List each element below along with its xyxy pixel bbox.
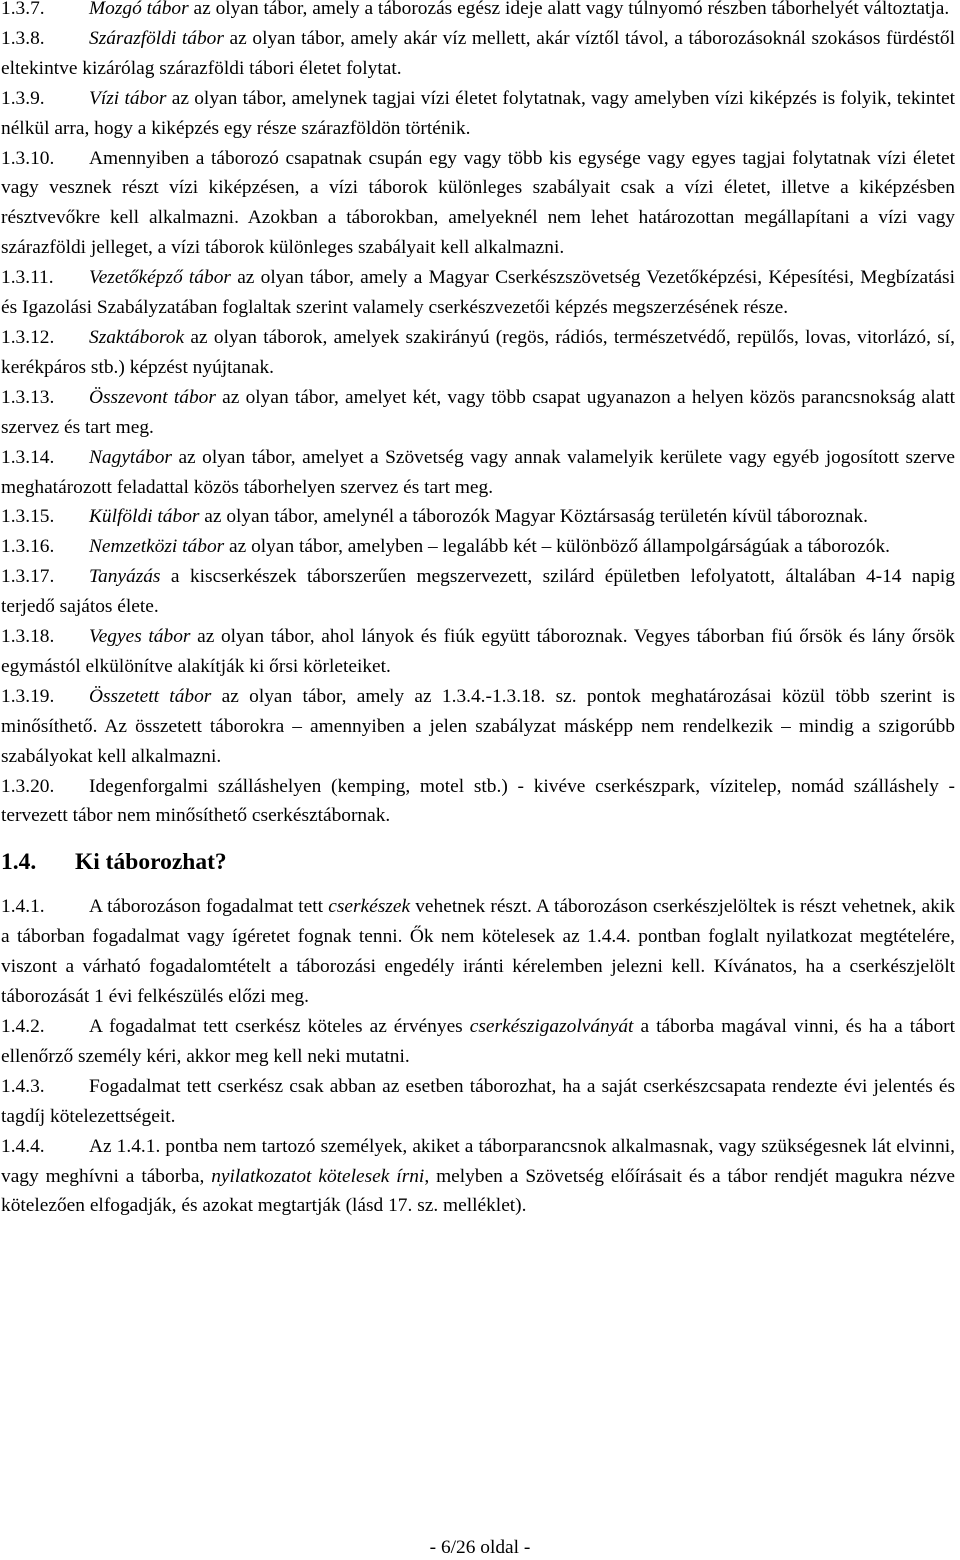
paragraph-number: 1.3.16.: [1, 536, 55, 558]
defined-term: cserkészek: [328, 896, 411, 918]
paragraph: [1, 682, 955, 772]
paragraph: [1, 0, 955, 24]
paragraph-number: 1.3.19.: [1, 685, 55, 707]
defined-term: Nagytábor: [89, 446, 172, 468]
paragraph-text: az olyan tábor, amelynek tagjai vízi életet folytatnak, vagy amelyben vízi kiképzés is folyik, tekintet nélkül arra, hogy a kiképzés egy része szárazföldön történik.: [1, 87, 955, 139]
paragraph-number: 1.3.11.: [1, 267, 54, 289]
paragraph-text-lead: Fogadalmat tett cserkész csak abban az esetben táborozhat, ha a saját cserkészcsapata rendezte évi jelentés és tagdíj kötelezettségeit.: [1, 1075, 955, 1127]
paragraph-number: 1.3.20.: [1, 775, 55, 797]
paragraph: [1, 622, 955, 682]
paragraph-number: 1.3.14.: [1, 446, 55, 468]
paragraph: [1, 1072, 955, 1132]
paragraph-text: az olyan tábor, ahol lányok és fiúk együtt táboroznak. Vegyes táborban fiú őrsök és lány őrsök egymástól elkülönítve alakítják ki őrsi körleteiket.: [1, 626, 955, 677]
paragraph-text: , melyben a Szövetség előírásait és a tábor rendjét magukra nézve kötelezően elfogadják, és azokat megtartják (lásd 17. sz. melléklet).: [1, 1165, 955, 1217]
section-1-3-list: [1, 0, 955, 831]
paragraph-number: 1.3.7.: [1, 0, 45, 19]
paragraph-number: 1.4.1.: [1, 896, 45, 918]
paragraph-text: az olyan tábor, amely a táborozás egész ideje alatt vagy túlnyomó részben táborhelyét változtatja.: [188, 0, 950, 19]
page-footer: - 6/26 oldal -: [429, 1537, 531, 1558]
paragraph: [1, 323, 955, 383]
paragraph-number: 1.3.10.: [1, 147, 55, 169]
defined-term: Összevont tábor: [89, 386, 216, 408]
paragraph-number: 1.3.15.: [1, 506, 55, 528]
paragraph-text: a táborba magával vinni, és ha a tábort ellenőrző személy kéri, akkor meg kell neki mutatni.: [1, 1016, 955, 1067]
defined-term: Vezetőképző tábor: [89, 267, 231, 289]
paragraph-number: 1.3.18.: [1, 626, 55, 648]
paragraph: [1, 562, 955, 622]
paragraph-text: az olyan tábor, amelyet a Szövetség vagy annak valamelyik kerülete vagy egyéb jogosított szerve meghatározott feladattal közös táborhelyen szervez és tart meg.: [1, 446, 955, 498]
paragraph: [1, 892, 955, 1012]
paragraph: [1, 263, 955, 323]
paragraph-text: az olyan tábor, amely akár víz mellett, akár víztől távol, a táborozásoknál szokásos fürdéstől eltekintve kizárólag szárazföldi tábori életet folytat.: [1, 27, 955, 79]
paragraph-number: 1.3.17.: [1, 566, 55, 588]
defined-term: Nemzetközi tábor: [89, 536, 225, 558]
paragraph-text-lead: Az 1.4.1. pontba nem tartozó személyek, akiket a táborparancsnok alkalmasnak, vagy szükségesnek lát elvinni, vagy meghívni a táborba,: [1, 1135, 955, 1187]
paragraph-text: Amennyiben a táborozó csapatnak csupán egy vagy több kis egysége vagy egyes tagjai folytatnak vízi életet vagy vesznek részt vízi kiképzésen, a vízi táborok különleges szabályait csak a vízi életet, illetve a kiképzésben résztvevőkre kell alkalmazni. Azokban a táborokban, amelyeknél nem lehet határozottan megállapítani a vízi vagy szárazföldi jelleget, a vízi táborok különleges szabályait kell alkalmazni.: [1, 147, 955, 259]
defined-term: Szárazföldi tábor: [89, 27, 224, 49]
defined-term: Vízi tábor: [89, 87, 167, 109]
heading-number: 1.4.: [1, 849, 37, 876]
paragraph-number: 1.3.8.: [1, 27, 45, 49]
defined-term: cserkészigazolványát: [469, 1016, 634, 1037]
defined-term: Összetett tábor: [89, 685, 212, 707]
paragraph-number: 1.4.3.: [1, 1075, 45, 1097]
defined-term: nyilatkozatot kötelesek írni: [211, 1165, 425, 1187]
paragraph-number: 1.3.9.: [1, 87, 45, 109]
section-1-4-list: [1, 892, 955, 1221]
paragraph: [1, 1012, 955, 1072]
paragraph: [1, 383, 955, 443]
paragraph-number: 1.3.13.: [1, 386, 55, 408]
paragraph-text: Idegenforgalmi szálláshelyen (kemping, motel stb.) - kivéve cserkészpark, vízitelep, nomád szálláshely - tervezett tábor nem minősíthető cserkésztábornak.: [1, 775, 955, 827]
paragraph-text: az olyan tábor, amely a Magyar Cserkészszövetség Vezetőképzési, Képesítési, Megbízatási és Igazolási Szabályzatában foglaltak szerint valamely cserkészvezetői képzés megszerzésének része.: [1, 267, 955, 319]
paragraph-text: az olyan tábor, amelynél a táborozók Magyar Köztársaság területén kívül táboroznak.: [199, 506, 868, 528]
paragraph-number: 1.4.2.: [1, 1016, 45, 1037]
paragraph-text: az olyan tábor, amely az 1.3.4.-1.3.18. sz. pontok meghatározásai közül több szerint is minősíthető. Az összetett táborokra – amennyiben a jelen szabályzat másképp nem rendelkezik – mindig a szigorúbb szabályokat kell alkalmazni.: [1, 685, 955, 767]
section-heading: [1, 844, 955, 880]
paragraph-text: az olyan táborok, amelyek szakirányú (regös, rádiós, természetvédő, repülős, lovas, vitorlázó, sí, kerékpáros stb.) képzést nyújtanak.: [1, 326, 955, 378]
paragraph-text: az olyan tábor, amelyet két, vagy több csapat ugyanazon a helyen közös parancsnokság alatt szervez és tart meg.: [1, 386, 955, 438]
paragraph: [1, 532, 955, 562]
paragraph: [1, 772, 955, 832]
paragraph-text-lead: A fogadalmat tett cserkész köteles az érvényes: [89, 1016, 470, 1037]
paragraph: [1, 443, 955, 503]
defined-term: Tanyázás: [89, 566, 161, 588]
defined-term: Külföldi tábor: [89, 506, 200, 528]
paragraph-number: 1.3.12.: [1, 326, 55, 348]
paragraph: [1, 84, 955, 144]
paragraph: [1, 24, 955, 84]
paragraph-text: vehetnek részt. A táborozáson cserkészjelöltek is részt vehetnek, akik a táborban fogadalmat vagy ígéretet fognak tenni. Ők nem kötelesek az 1.4.4. pontban foglalt nyilatkozat megtételére, viszont a várható fogadalomtételt a táborozási engedély iránti kérelemben jelezni kell. Kívánatos, ha a cserkészjelölt táborozását 1 évi felkészülés előzi meg.: [1, 896, 956, 1008]
defined-term: Szaktáborok: [89, 326, 185, 348]
defined-term: Mozgó tábor: [89, 0, 189, 19]
heading-title: Ki táborozhat?: [75, 849, 227, 876]
defined-term: Vegyes tábor: [89, 626, 191, 648]
paragraph: [1, 1132, 955, 1222]
paragraph: [1, 144, 955, 264]
paragraph-text: a kiscserkészek táborszerűen megszervezett, szilárd épületben lefolyatott, általában 4-14 napig terjedő sajátos élete.: [1, 566, 955, 618]
document-body: [1, 0, 955, 1221]
paragraph-number: 1.4.4.: [1, 1135, 45, 1157]
paragraph: [1, 502, 955, 532]
paragraph-text-lead: A táborozáson fogadalmat tett: [89, 896, 329, 918]
paragraph-text: az olyan tábor, amelyben – legalább két – különböző állampolgárságúak a táborozók.: [224, 536, 891, 558]
